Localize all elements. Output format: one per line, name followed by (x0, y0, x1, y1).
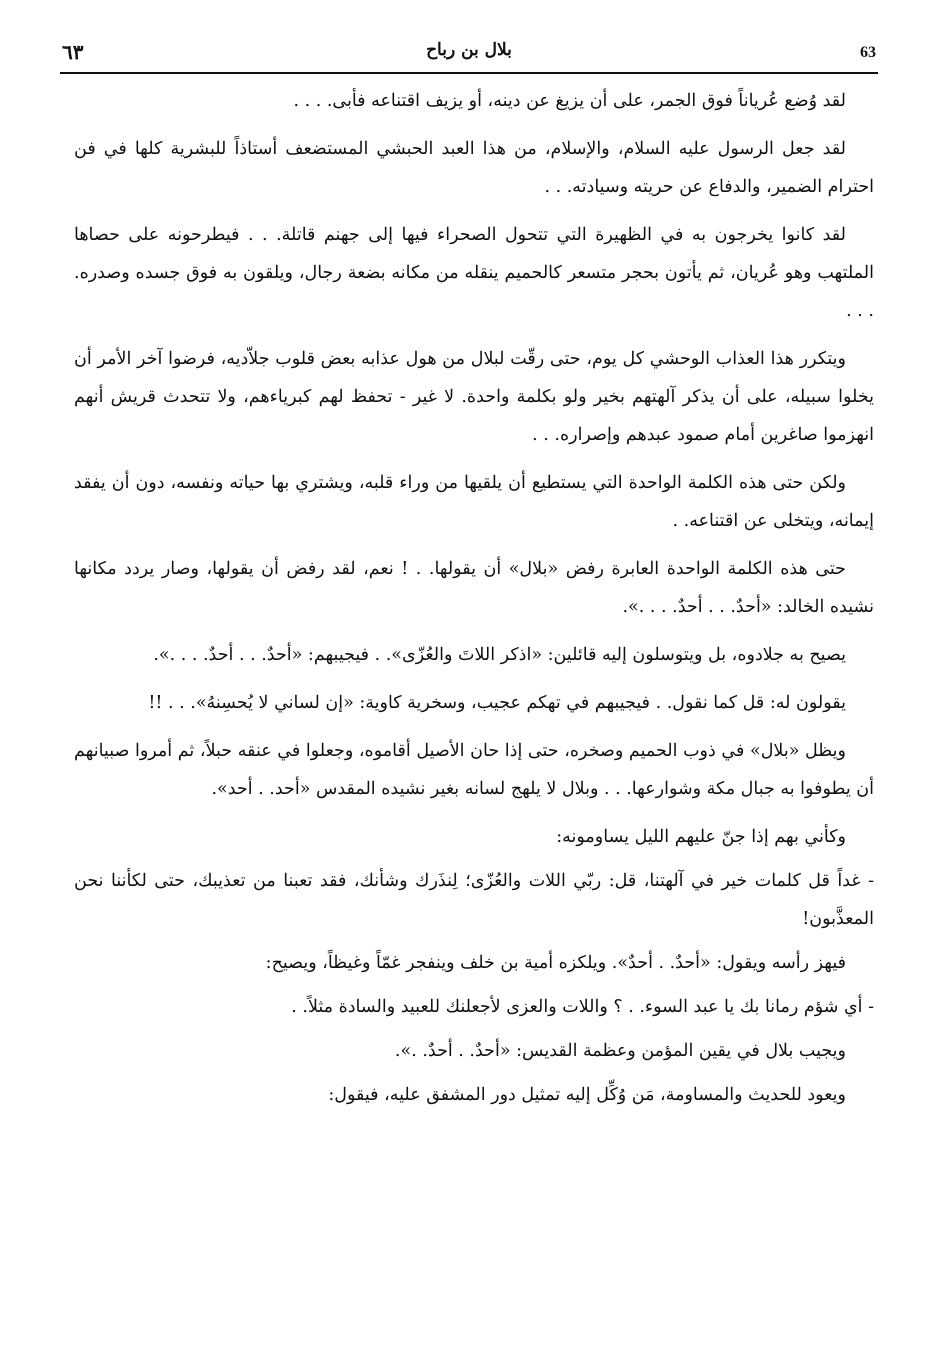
paragraph: لقد وُضع عُرياناً فوق الجمر، على أن يزيغ عن دينه، أو يزيف اقتناعه فأبى. . . . (293, 91, 846, 111)
header-rule (60, 72, 878, 74)
page-header (62, 34, 876, 70)
paragraph: يقولون له: قل كما نقول. . فيجيبهم في تهكم عجيب، وسخرية كاوية: «إن لساني لا يُحسِنهُ». . . !! (148, 693, 846, 713)
paragraph: لقد كانوا يخرجون به في الظهيرة التي تتحول الصحراء فيها إلى جهنم قاتلة. . . فيطرحونه على حصاها الملتهب وهو عُريان، ثم يأتون بحجر متسعر كالحميم ينقله من مكانه بضعة رجال، ويلقون به فوق جسده وصدره. . . . (74, 225, 874, 321)
paragraph: فيهز رأسه ويقول: «أحدٌ. . أحدٌ». ويلكزه أمية بن خلف وينفجر غمّاً وغيظاً، ويصيح: (265, 953, 846, 973)
paragraph: ولكن حتى هذه الكلمة الواحدة التي يستطيع أن يلقيها من وراء قلبه، ويشتري بها حياته ونفسه، دون أن يفقد إيمانه، ويتخلى عن اقتناعه. . (74, 473, 874, 531)
paragraph: لقد جعل الرسول عليه السلام، والإسلام، من هذا العبد الحبشي المستضعف أستاذاً للبشرية كلها في فن احترام الضمير، والدفاع عن حريته وسيادته. . . (74, 139, 874, 197)
page-number-arabic: ٦٣ (62, 40, 84, 64)
paragraph: ويظل «بلال» في ذوب الحميم وصخره، حتى إذا حان الأصيل أقاموه، وجعلوا في عنقه حبلاً، ثم أمروا صبيانهم أن يطوفوا به جبال مكة وشوارعها. . . وبلال لا يلهج لسانه بغير نشيده المقدس «أحد. . أحد». (74, 741, 874, 799)
paragraph: وكأني بهم إذا جنّ عليهم الليل يساومونه: (556, 827, 846, 847)
paragraph: حتى هذه الكلمة الواحدة العابرة رفض «بلال» أن يقولها. . ! نعم، لقد رفض أن يقولها، وصار يردد مكانها نشيده الخالد: «أحدٌ. . . أحدٌ. . . .». (74, 559, 874, 617)
paragraph: ويعود للحديث والمساومة، مَن وُكِّل إليه تمثيل دور المشفق عليه، فيقول: (328, 1085, 846, 1105)
body-text (74, 82, 874, 1120)
paragraph: - أي شؤم رمانا بك يا عبد السوء. . ؟ واللات والعزى لأجعلنك للعبيد والسادة مثلاً. . (291, 997, 874, 1017)
paragraph: يصيح به جلادوه، بل ويتوسلون إليه قائلين: «اذكر اللاتَ والعُزّى». . فيجيبهم: «أحدٌ. . . أحدٌ. . . .». (153, 645, 846, 665)
paragraph: ويتكرر هذا العذاب الوحشي كل يوم، حتى رقّت لبلال من هول عذابه بعض قلوب جلاّديه، فرضوا آخر الأمر أن يخلوا سبيله، على أن يذكر آلهتهم بخير ولو بكلمة واحدة. لا غير - تحفظ لهم كبرياءهم، ولا تتحدث قريش أنهم انهزموا صاغرين أمام صمود عبدهم وإصراره. . . (74, 349, 874, 445)
page-number-latin: 63 (860, 44, 876, 61)
paragraph: - غداً قل كلمات خير في آلهتنا، قل: ربّي اللات والعُزّى؛ لِنذَرك وشأنك، فقد تعبنا من تعذيبك، حتى لكأننا نحن المعذَّبون! (74, 871, 874, 929)
paragraph: ويجيب بلال في يقين المؤمن وعظمة القديس: «أحدٌ. . أحدٌ. .». (394, 1041, 846, 1061)
running-title: بلال بن رباح (426, 40, 512, 60)
